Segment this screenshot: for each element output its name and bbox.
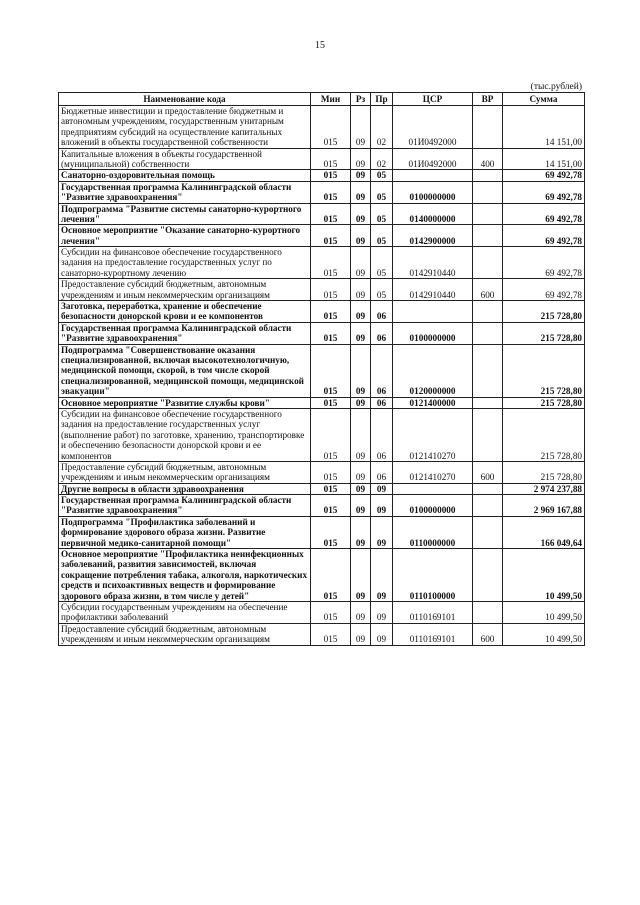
table-row xyxy=(59,483,585,494)
row-rz: 09 xyxy=(351,601,371,623)
row-pr: 06 xyxy=(371,397,393,408)
row-sum: 2 969 167,88 xyxy=(503,495,585,517)
row-vr xyxy=(473,483,503,494)
row-csr: 01И0492000 xyxy=(393,106,473,149)
row-sum: 10 499,50 xyxy=(503,601,585,623)
row-pr: 09 xyxy=(371,623,393,645)
row-sum: 215 728,80 xyxy=(503,322,585,344)
row-pr: 05 xyxy=(371,279,393,301)
table-row xyxy=(59,461,585,483)
row-pr: 02 xyxy=(371,106,393,149)
row-name: Государственная программа Калининградской области "Развитие здравоохранения" xyxy=(59,322,311,344)
row-min: 015 xyxy=(311,495,351,517)
row-name: Субсидии на финансовое обеспечение государственного задания на предоставление государственных услуг по санаторно-курортному лечению xyxy=(59,247,311,279)
row-name: Основное мероприятие "Оказание санаторно-курортного лечения" xyxy=(59,225,311,247)
row-sum: 215 728,80 xyxy=(503,408,585,461)
row-sum: 215 728,80 xyxy=(503,461,585,483)
row-rz: 09 xyxy=(351,225,371,247)
table-row xyxy=(59,106,585,149)
row-name: Основное мероприятие "Развитие службы крови" xyxy=(59,397,311,408)
row-pr: 09 xyxy=(371,483,393,494)
row-min: 015 xyxy=(311,549,351,602)
units-label: (тыс.рублей) xyxy=(530,82,582,92)
row-pr: 06 xyxy=(371,344,393,397)
row-name: Капитальные вложения в объекты государственной (муниципальной) собственности xyxy=(59,148,311,170)
row-csr: 01И0492000 xyxy=(393,148,473,170)
table-row xyxy=(59,225,585,247)
row-rz: 09 xyxy=(351,495,371,517)
table-row xyxy=(59,495,585,517)
row-vr xyxy=(473,322,503,344)
table-row xyxy=(59,344,585,397)
row-rz: 09 xyxy=(351,279,371,301)
header-vr: ВР xyxy=(473,93,503,106)
row-pr: 06 xyxy=(371,408,393,461)
page-number: 15 xyxy=(315,40,325,51)
row-name: Подпрограмма "Совершенствование оказания специализированной, включая высокотехнологичную, медицинской помощи, скорой, в том числе скорой специализированной, медицинской помощи, медицинской эвакуации" xyxy=(59,344,311,397)
row-rz: 09 xyxy=(351,397,371,408)
row-pr: 06 xyxy=(371,461,393,483)
row-min: 015 xyxy=(311,408,351,461)
row-min: 015 xyxy=(311,181,351,203)
row-name: Государственная программа Калининградской области "Развитие здравоохранения" xyxy=(59,495,311,517)
row-rz: 09 xyxy=(351,483,371,494)
row-csr xyxy=(393,301,473,323)
row-pr: 09 xyxy=(371,549,393,602)
row-csr: 0100000000 xyxy=(393,322,473,344)
row-min: 015 xyxy=(311,170,351,181)
row-min: 015 xyxy=(311,148,351,170)
row-csr: 0121410270 xyxy=(393,408,473,461)
row-sum: 166 049,64 xyxy=(503,516,585,548)
table-row xyxy=(59,203,585,225)
row-vr: 600 xyxy=(473,623,503,645)
row-name: Государственная программа Калининградской области "Развитие здравоохранения" xyxy=(59,181,311,203)
row-min: 015 xyxy=(311,601,351,623)
table-row xyxy=(59,181,585,203)
table-header-row xyxy=(59,93,585,106)
row-vr xyxy=(473,408,503,461)
row-rz: 09 xyxy=(351,203,371,225)
row-rz: 09 xyxy=(351,461,371,483)
row-pr: 06 xyxy=(371,301,393,323)
row-vr xyxy=(473,170,503,181)
row-min: 015 xyxy=(311,247,351,279)
row-name: Бюджетные инвестиции и предоставление бюджетным и автономным учреждениям, государственным унитарным предприятиям субсидий на осуществление капитальных вложений в объекты государственной собственности xyxy=(59,106,311,149)
row-min: 015 xyxy=(311,344,351,397)
row-rz: 09 xyxy=(351,247,371,279)
table-row xyxy=(59,148,585,170)
row-csr: 0142910440 xyxy=(393,279,473,301)
row-rz: 09 xyxy=(351,301,371,323)
row-vr xyxy=(473,397,503,408)
header-name: Наименование кода xyxy=(59,93,311,106)
row-min: 015 xyxy=(311,516,351,548)
row-csr: 0140000000 xyxy=(393,203,473,225)
row-sum: 10 499,50 xyxy=(503,623,585,645)
row-rz: 09 xyxy=(351,408,371,461)
table-row xyxy=(59,322,585,344)
row-sum: 215 728,80 xyxy=(503,301,585,323)
row-rz: 09 xyxy=(351,106,371,149)
row-vr xyxy=(473,225,503,247)
row-rz: 09 xyxy=(351,181,371,203)
row-rz: 09 xyxy=(351,322,371,344)
header-csr: ЦСР xyxy=(393,93,473,106)
table-row xyxy=(59,247,585,279)
row-min: 015 xyxy=(311,279,351,301)
table-row xyxy=(59,397,585,408)
row-csr: 0110000000 xyxy=(393,516,473,548)
row-sum: 69 492,78 xyxy=(503,203,585,225)
row-pr: 09 xyxy=(371,495,393,517)
header-min: Мин xyxy=(311,93,351,106)
row-vr xyxy=(473,106,503,149)
row-rz: 09 xyxy=(351,549,371,602)
row-csr: 0100000000 xyxy=(393,495,473,517)
header-pr: Пр xyxy=(371,93,393,106)
row-min: 015 xyxy=(311,623,351,645)
table-row xyxy=(59,279,585,301)
row-pr: 05 xyxy=(371,225,393,247)
row-rz: 09 xyxy=(351,516,371,548)
row-pr: 05 xyxy=(371,247,393,279)
row-min: 015 xyxy=(311,397,351,408)
table-row xyxy=(59,623,585,645)
row-name: Подпрограмма "Развитие системы санаторно-курортного лечения" xyxy=(59,203,311,225)
row-sum: 215 728,80 xyxy=(503,344,585,397)
table-row xyxy=(59,170,585,181)
row-min: 015 xyxy=(311,106,351,149)
row-min: 015 xyxy=(311,301,351,323)
row-csr: 0100000000 xyxy=(393,181,473,203)
row-name: Заготовка, переработка, хранение и обеспечение безопасности донорской крови и ее компонентов xyxy=(59,301,311,323)
row-csr: 0121410270 xyxy=(393,461,473,483)
row-vr: 400 xyxy=(473,148,503,170)
row-csr: 0110169101 xyxy=(393,601,473,623)
row-csr xyxy=(393,483,473,494)
row-pr: 02 xyxy=(371,148,393,170)
row-sum: 69 492,78 xyxy=(503,181,585,203)
row-vr xyxy=(473,344,503,397)
row-name: Субсидии государственным учреждениям на обеспечение профилактики заболеваний xyxy=(59,601,311,623)
row-vr xyxy=(473,601,503,623)
row-vr xyxy=(473,549,503,602)
row-min: 015 xyxy=(311,203,351,225)
row-rz: 09 xyxy=(351,344,371,397)
row-name: Основное мероприятие "Профилактика неинфекционных заболеваний, развития зависимостей, включая сокращение потребления табака, алкоголя, наркотических средств и психоактивных веществ и формирование здорового образа жизни, в том числе у детей" xyxy=(59,549,311,602)
row-pr: 05 xyxy=(371,170,393,181)
row-min: 015 xyxy=(311,483,351,494)
row-vr xyxy=(473,181,503,203)
table-row xyxy=(59,408,585,461)
row-sum: 69 492,78 xyxy=(503,170,585,181)
row-sum: 215 728,80 xyxy=(503,397,585,408)
row-min: 015 xyxy=(311,225,351,247)
table-row xyxy=(59,516,585,548)
row-csr: 0120000000 xyxy=(393,344,473,397)
row-vr xyxy=(473,516,503,548)
row-vr xyxy=(473,495,503,517)
row-sum: 2 974 237,88 xyxy=(503,483,585,494)
row-min: 015 xyxy=(311,322,351,344)
row-pr: 09 xyxy=(371,516,393,548)
row-sum: 14 151,00 xyxy=(503,148,585,170)
header-rz: Рз xyxy=(351,93,371,106)
row-name: Другие вопросы в области здравоохранения xyxy=(59,483,311,494)
row-min: 015 xyxy=(311,461,351,483)
row-vr xyxy=(473,301,503,323)
row-pr: 05 xyxy=(371,203,393,225)
budget-table xyxy=(58,92,585,646)
row-sum: 69 492,78 xyxy=(503,247,585,279)
row-csr: 0121400000 xyxy=(393,397,473,408)
row-sum: 69 492,78 xyxy=(503,279,585,301)
row-csr: 0110100000 xyxy=(393,549,473,602)
row-vr: 600 xyxy=(473,461,503,483)
row-name: Субсидии на финансовое обеспечение государственного задания на предоставление государственных услуг (выполнение работ) по заготовке, хранению, транспортировке и обеспечению безопасности донорской крови и ее компонентов xyxy=(59,408,311,461)
row-rz: 09 xyxy=(351,170,371,181)
table-row xyxy=(59,601,585,623)
row-name: Предоставление субсидий бюджетным, автономным учреждениям и иным некоммерческим организациям xyxy=(59,461,311,483)
row-csr: 0110169101 xyxy=(393,623,473,645)
header-sum: Сумма xyxy=(503,93,585,106)
row-sum: 10 499,50 xyxy=(503,549,585,602)
row-rz: 09 xyxy=(351,148,371,170)
row-vr: 600 xyxy=(473,279,503,301)
row-sum: 14 151,00 xyxy=(503,106,585,149)
row-vr xyxy=(473,203,503,225)
row-pr: 06 xyxy=(371,322,393,344)
table-row xyxy=(59,301,585,323)
row-rz: 09 xyxy=(351,623,371,645)
row-sum: 69 492,78 xyxy=(503,225,585,247)
row-csr xyxy=(393,170,473,181)
row-name: Подпрограмма "Профилактика заболеваний и формирование здорового образа жизни. Развитие первичной медико-санитарной помощи" xyxy=(59,516,311,548)
row-name: Предоставление субсидий бюджетным, автономным учреждениям и иным некоммерческим организациям xyxy=(59,623,311,645)
row-name: Предоставление субсидий бюджетным, автономным учреждениям и иным некоммерческим организациям xyxy=(59,279,311,301)
row-csr: 0142910440 xyxy=(393,247,473,279)
row-pr: 09 xyxy=(371,601,393,623)
table-row xyxy=(59,549,585,602)
row-name: Санаторно-оздоровительная помощь xyxy=(59,170,311,181)
row-pr: 05 xyxy=(371,181,393,203)
row-csr: 0142900000 xyxy=(393,225,473,247)
row-vr xyxy=(473,247,503,279)
